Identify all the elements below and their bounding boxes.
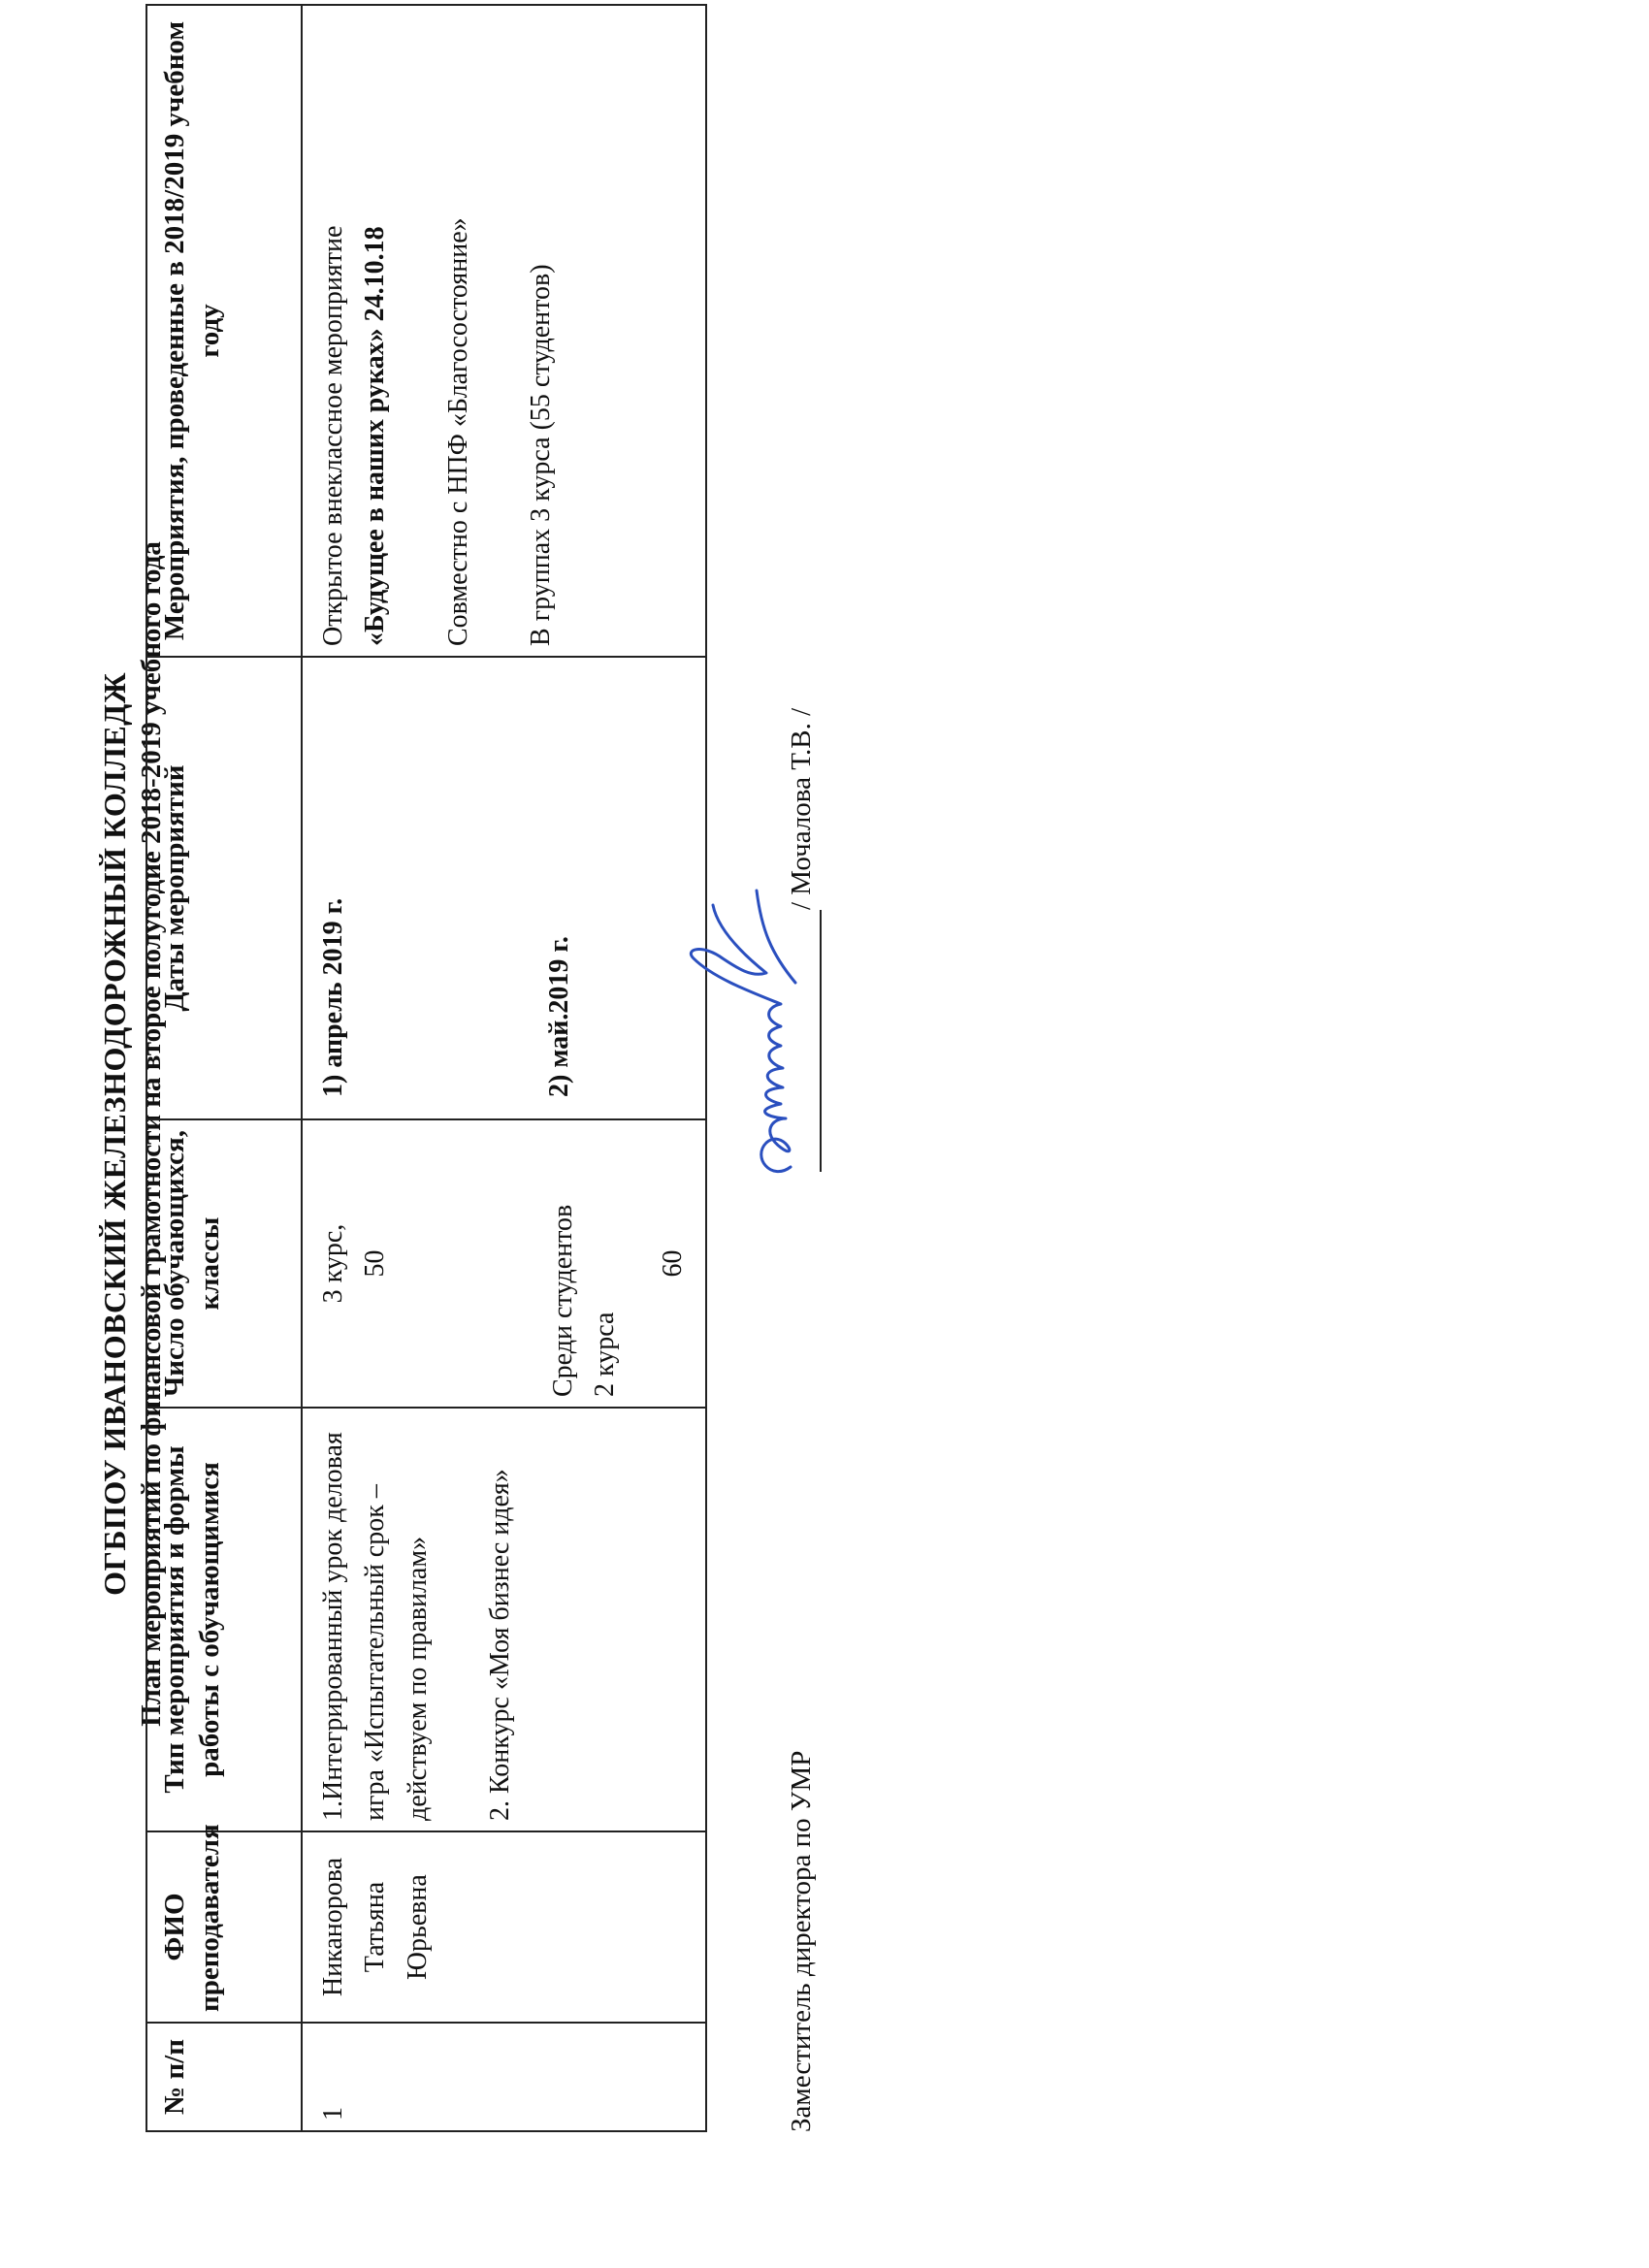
row-number: 1	[318, 2107, 348, 2121]
col-header-events: Мероприятия, проведенные в 2018/2019 учебном году	[146, 5, 302, 657]
teacher-surname: Никанорова	[318, 1857, 348, 1997]
table-row	[302, 5, 706, 2131]
col-header-num: № п/п	[146, 2023, 302, 2131]
event-groups: В группах 3 курса (55 студентов)	[526, 264, 557, 646]
event-title: «Будущее в наших руках» 24.10.18	[360, 226, 391, 646]
count-value-2: 60	[657, 1249, 688, 1278]
plan-table	[146, 4, 707, 2132]
count-group-1: 3 курс,	[318, 1223, 348, 1304]
signature-icon	[674, 876, 829, 1186]
organization-title: ОГБПОУ ИВАНОВСКИЙ ЖЕЛЕЗНОДОРОЖНЫЙ КОЛЛЕДЖ	[97, 672, 132, 1596]
teacher-name: Татьяна	[360, 1881, 391, 1973]
count-group-2: Среди студентов	[547, 1204, 578, 1397]
teacher-patronymic: Юрьевна	[402, 1874, 433, 1980]
col-header-fio: ФИО преподавателя	[146, 1831, 302, 2023]
table-header-row	[146, 5, 302, 2131]
col-header-type: Тип мероприятия и формы работы с обучающимися	[146, 1408, 302, 1831]
count-group-2-course: 2 курса	[590, 1312, 621, 1397]
event-type-2: 2. Конкурс «Моя бизнес идея»	[485, 1469, 516, 1821]
count-value-1: 50	[360, 1249, 391, 1278]
cell-num	[302, 2023, 706, 2131]
signature-line	[820, 910, 822, 1172]
col-header-count: Число обучающихся, классы	[146, 1119, 302, 1408]
date-2: 2) май.2019 г.	[544, 936, 575, 1097]
date-1: 1) апрель 2019 г.	[318, 897, 348, 1097]
event-type-1: 1.Интегрированный урок деловая игра «Испытательный срок – действуем по правилам»	[318, 1432, 433, 1821]
footer-role: Заместитель директора по УМР	[786, 1750, 817, 2132]
cell-type	[302, 1408, 706, 1831]
footer-name: / Мочалова Т.В. /	[786, 707, 817, 910]
event-partner: Совместно с НПФ «Благосостояние»	[442, 217, 473, 646]
event-intro: Открытое внеклассное мероприятие	[318, 225, 348, 646]
cell-count	[302, 1119, 706, 1408]
cell-fio	[302, 1831, 706, 2023]
cell-dates	[302, 657, 706, 1119]
cell-events	[302, 5, 706, 657]
plan-title: План мероприятий по финансовой грамотности на второе полугодие 2018-2019 учебного года	[136, 541, 167, 1727]
col-header-dates: Даты мероприятий	[146, 657, 302, 1119]
